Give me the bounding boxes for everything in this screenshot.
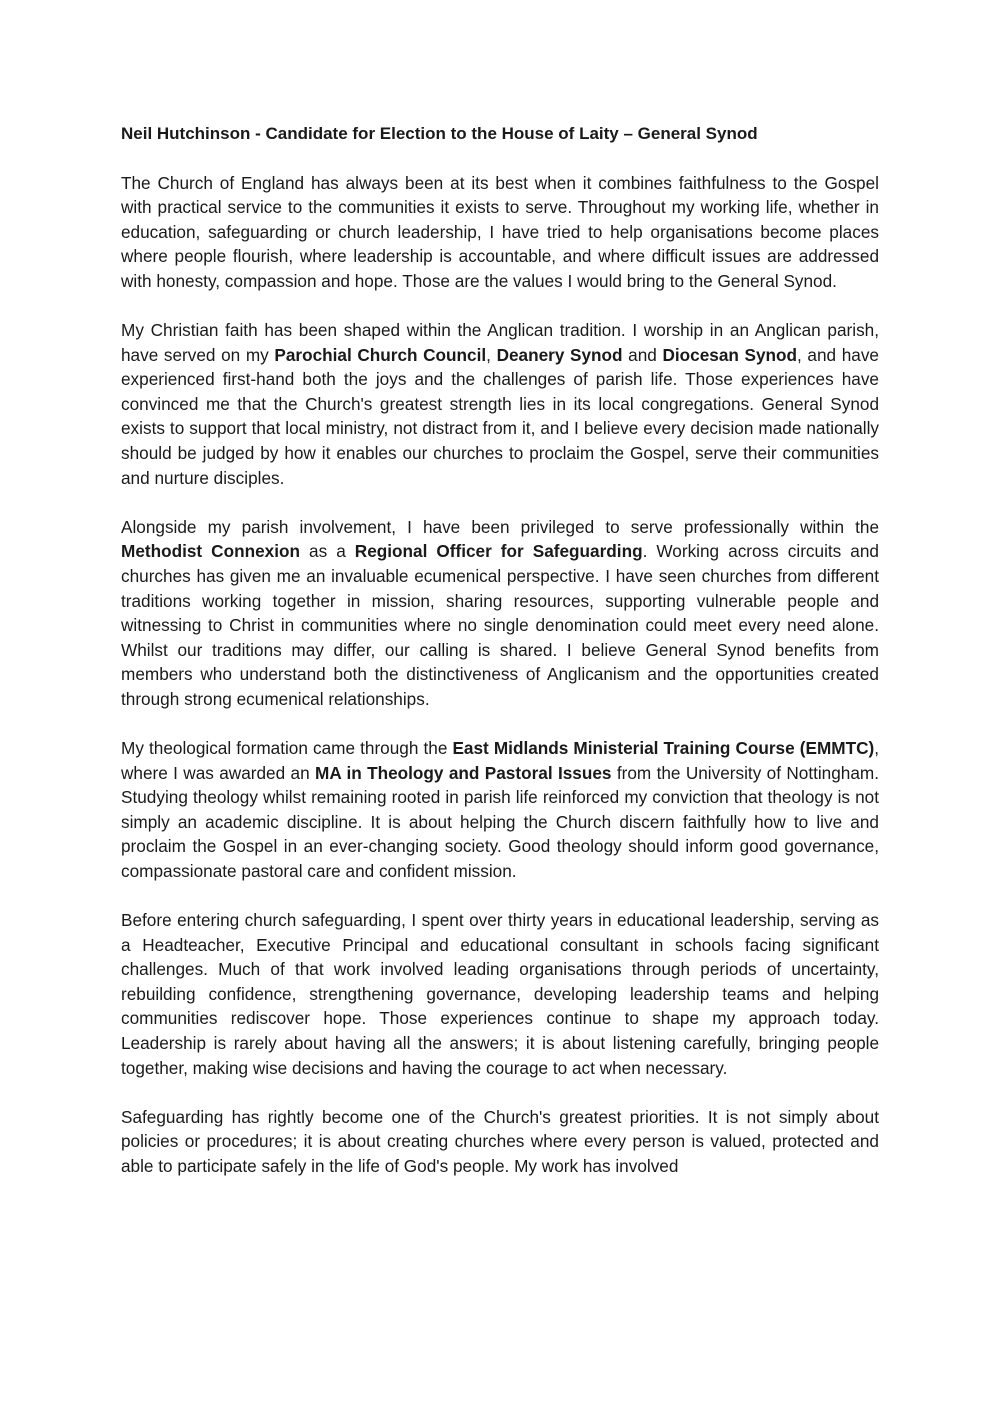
text-run: , [486, 344, 497, 365]
body-paragraph [121, 1105, 879, 1179]
text-run: Alongside my parish involvement, I have been privileged to serve professionally within the [121, 516, 879, 537]
text-run: Safeguarding has rightly become one of the Church's greatest priorities. It is not simply about policies or procedures; it is about creating churches where every person is valued, protected and able to participate safely in the life of God's people. My work has involved [121, 1106, 879, 1176]
text-run: My Christian faith has been shaped within the Anglican tradition. I worship in an Anglican parish, have served on my [121, 320, 879, 365]
text-run: . Working across circuits and churches has given me an invaluable ecumenical perspective. I have seen churches from different traditions working together in mission, sharing resources, supporting vulnerable people and witnessing to Christ in communities where no single denomination could meet every need alone. Whilst our traditions may differ, our calling is shared. I believe General Synod benefits from members who understand both the distinctiveness of Anglicanism and the opportunities created through strong ecumenical relationships. [121, 541, 879, 709]
text-run: The Church of England has always been at its best when it combines faithfulness to the Gospel with practical service to the communities it exists to serve. Throughout my working life, whether in education, safeguarding or church leadership, I have tried to help organisations become places where people flourish, where leadership is accountable, and where difficult issues are addressed with honesty, compassion and hope. Those are the values I would bring to the General Synod. [121, 172, 879, 291]
text-run: , and have experienced first-hand both the joys and the challenges of parish life. Those experiences have convinced me that the Church's greatest strength lies in its local congregations. General Synod exists to support that local ministry, not distract from it, and I believe every decision made nationally should be judged by how it enables our churches to proclaim the Gospel, serve their communities and nurture disciples. [121, 344, 879, 488]
document-page [121, 122, 879, 1203]
text-run: from the University of Nottingham. Studying theology whilst remaining rooted in parish life reinforced my conviction that theology is not simply an academic discipline. It is about helping the Church discern faithfully how to live and proclaim the Gospel in an ever-changing society. Good theology should inform good governance, compassionate pastoral care and confident mission. [121, 762, 880, 881]
bold-phrase: Parochial Church Council [274, 344, 487, 365]
body-paragraph [121, 171, 879, 294]
bold-phrase: Methodist Connexion [121, 541, 300, 562]
bold-phrase: East Midlands Ministerial Training Course (EMMTC) [452, 737, 875, 758]
body-paragraph [121, 908, 879, 1080]
bold-phrase: Regional Officer for Safeguarding [354, 541, 643, 562]
bold-phrase: MA in Theology and Pastoral Issues [315, 762, 612, 783]
bold-phrase: Deanery Synod [496, 344, 623, 365]
text-run: My theological formation came through the [121, 737, 453, 758]
text-run: , where I was awarded an [121, 737, 879, 783]
body-paragraph [121, 515, 879, 712]
body-paragraph [121, 736, 879, 884]
bold-phrase: Diocesan Synod [662, 344, 798, 365]
body-paragraph [121, 318, 879, 490]
text-run: Before entering church safeguarding, I spent over thirty years in educational leadership, serving as a Headteacher, Executive Principal and educational consultant in schools facing significant challenges. Much of that work involved leading organisations through periods of uncertainty, rebuilding confidence, strengthening governance, developing leadership teams and helping communities rediscover hope. Those experiences continue to shape my approach today. Leadership is rarely about having all the answers; it is about listening carefully, bringing people together, making wise decisions and having the courage to act when necessary. [121, 910, 879, 1078]
document-body [121, 171, 879, 1179]
text-run: and [622, 344, 663, 365]
text-run: as a [299, 541, 355, 562]
document-title: Neil Hutchinson - Candidate for Election to the House of Laity – General Synod [121, 124, 758, 143]
